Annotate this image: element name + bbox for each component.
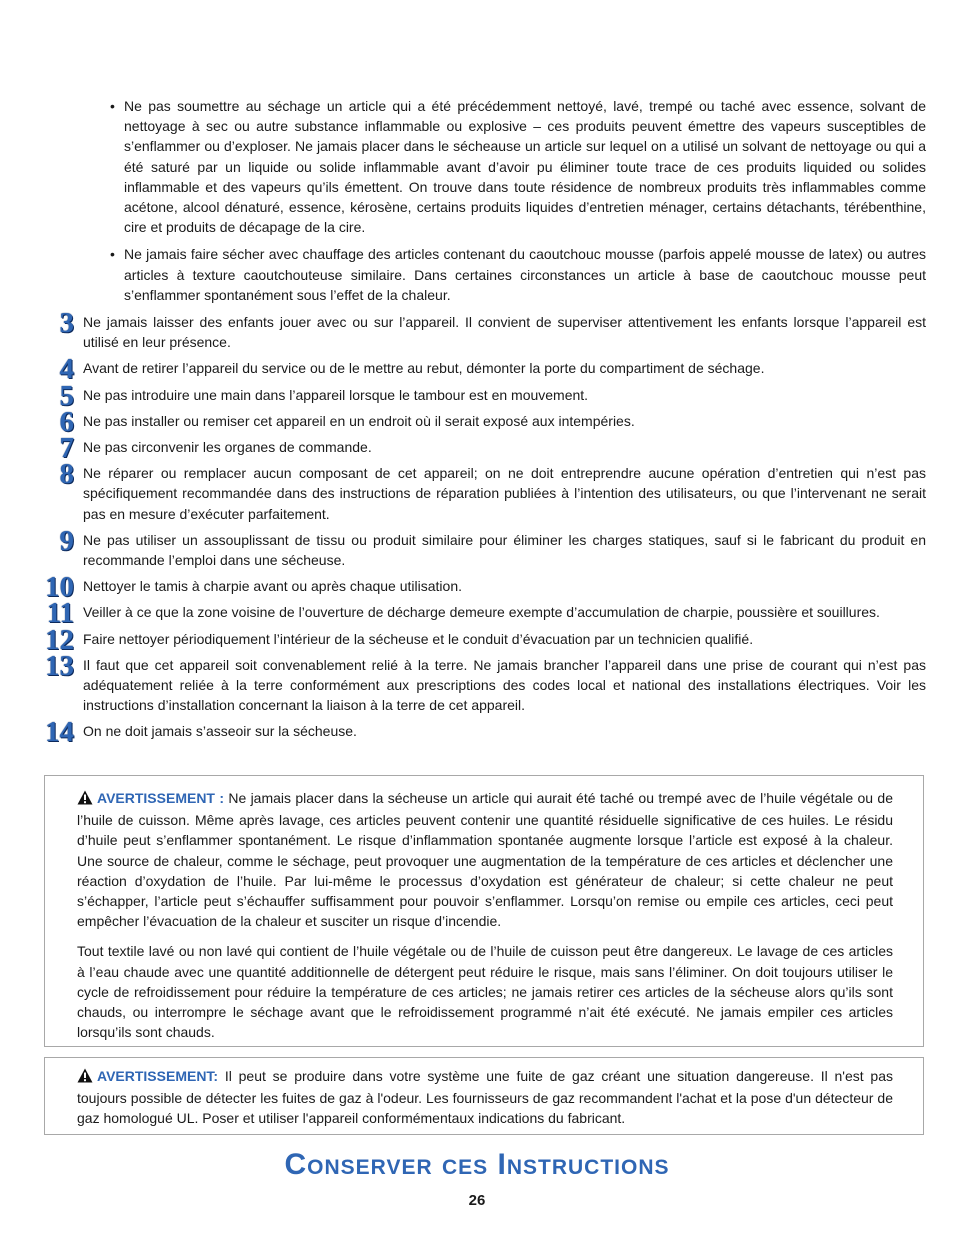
item-text: Il faut que cet appareil soit convenablement relié à la terre. Ne jamais brancher l’appareil dans une prise de courant qui n’est pas adéquatement reliée à la terre conformément aux prescriptions des codes local et national des installations électriques. Voir les instructions d’installation concernant la liaison à la terre de cet appareil.: [83, 656, 926, 714]
item-text: Veiller à ce que la zone voisine de l’ouverture de décharge demeure exempte d’accumulation de charpie, poussière et souillures.: [83, 604, 880, 621]
warning-triangle-icon: [77, 1068, 93, 1088]
gas-leak-warning-box: [44, 1057, 924, 1135]
gas-warning-paragraph: [77, 1066, 893, 1129]
item-number: 9: [59, 524, 74, 557]
numbered-safety-list: [40, 307, 926, 749]
page-number: 26: [468, 1192, 486, 1209]
bullet-text: Ne pas soumettre au séchage un article qui a été précédemment nettoyé, lavé, trempé ou taché avec essence, solvant de nettoyage à sec ou autre substance inflammable ou explosive – ces produits peuvent émettre des vapeurs susceptibles de s’enflammer ou d’exploser. Ne jamais placer dans le sécheause un article sur lequel on a utilisé un solvant de nettoyage ou qui a été saturé par un liquide ou solide inflammable avant d’avoir pu éliminer toute trace de ces produits liquided ou solides inflammable et des vapeurs qu’ils émettent. On trouve dans toute résidence de nombreux produits très inflammables comme acétone, alcool dénaturé, essence, kérosène, certains produits liquides d’entretien ménager, certains détachants, térébenthine, cire et produits de décapage de la cire.: [124, 98, 926, 236]
safety-item: [40, 458, 926, 524]
item-text: Ne jamais laisser des enfants jouer avec ou sur l’appareil. Il convient de superviser attentivement les enfants lorsque l’appareil est utilisé en leur présence.: [83, 314, 926, 351]
oil-warning-paragraph-2: Tout textile lavé ou non lavé qui contient de l’huile végétale ou de l’huile de cuisson peut être dangereux. Le lavage de ces articles à l’eau chaude avec une quantité additionnelle de détergent peut réduire le risque, mais sans l’éliminer. On doit toujours utiliser le cycle de refroidissement pour réduire la température de ces articles; ne jamais retirer ces articles de la sécheuse alors qu’ils sont chauds, ou interrompre le séchage avant que le refroidissement programmé n’ait été exécuté. Ne jamais empiler ces articles lorsqu’ils sont chauds.: [77, 943, 893, 1041]
bullet-item: [108, 244, 926, 305]
safety-item: [40, 649, 926, 716]
oil-warning-paragraph-1: [77, 788, 893, 931]
safety-item: [40, 353, 926, 386]
safety-item: [40, 623, 926, 656]
item-number: 13: [45, 649, 74, 682]
safety-item: [40, 571, 926, 604]
warning-text: Ne jamais placer dans la sécheuse un article qui aurait été taché ou trempé avec de l’huile végétale ou de l’huile de cuisson. Même après lavage, ces articles peuvent contenir une quantité résiduelle significative de ces huiles. Le résidu d’huile peut s’enflammer spontanément. Le risque d’inflammation spontanée augmente lorsque l’article est exposé à la chaleur. Une source de chaleur, comme le séchage, peut provoquer une augmentation de la température de ces articles et déclencher une réaction d’oxydation de l’huile. Par lui-même le processus d’oxydation est générateur de chaleur; si cette chaleur ne peut s’échapper, l’article peut s’échauffer suffisamment pour pouvoir s’enflammer. Lorsqu’on remise ou empile ces articles, ceci peut empêcher l’évacuation de la chaleur et susciter un risque d’incendie.: [77, 790, 893, 930]
item-number: 4: [59, 353, 74, 386]
warning-label: AVERTISSEMENT :: [97, 790, 224, 806]
item-number: 6: [59, 405, 74, 438]
item-text: Avant de retirer l’appareil du service ou de le mettre au rebut, démonter la porte du compartiment de séchage.: [83, 360, 765, 377]
safety-item: [40, 597, 926, 630]
safety-item: [40, 307, 926, 352]
oil-warning-box: [44, 775, 924, 1047]
safety-item: [40, 524, 926, 570]
safety-item: [40, 405, 926, 438]
warning-label: AVERTISSEMENT:: [97, 1068, 219, 1084]
item-text: Nettoyer le tamis à charpie avant ou après chaque utilisation.: [83, 578, 462, 595]
item-number: 3: [59, 307, 74, 339]
safety-item: [40, 716, 926, 749]
safety-item: [40, 379, 926, 412]
item-number: 8: [59, 458, 74, 491]
item-text: Ne réparer ou remplacer aucun composant de cet appareil; on ne doit entreprendre aucune opération d’entretien qui n’est pas spécifiquement recommandée dans des instructions de réparation publiées à l’intention des utilisateurs, ou que l’intervenant ne serait pas en mesure d’exécuter parfaitement.: [83, 465, 926, 522]
item-text: Ne pas installer ou remiser cet appareil en un endroit où il serait exposé aux intempéries.: [83, 412, 635, 429]
safety-item: [40, 432, 926, 465]
item-text: Ne pas introduire une main dans l’appareil lorsque le tambour est en mouvement.: [83, 386, 589, 403]
item-text: On ne doit jamais s’asseoir sur la sécheuse.: [83, 723, 357, 740]
footer-title: Conserver ces Instructions: [284, 1148, 670, 1181]
item-number: 12: [45, 623, 74, 656]
bullet-item: [108, 96, 926, 237]
bullet-list: [108, 96, 926, 312]
item-text: Ne pas utiliser un assouplissant de tissu ou produit similaire pour éliminer les charges statiques, sauf si le fabricant du produit en recommande l’emploi dans une sécheuse.: [83, 531, 926, 569]
item-number: 10: [45, 571, 74, 604]
item-number: 14: [45, 716, 74, 749]
item-text: Ne pas circonvenir les organes de commande.: [83, 439, 372, 456]
warning-triangle-icon: [77, 790, 93, 810]
item-number: 5: [59, 379, 74, 412]
item-number: 11: [46, 597, 74, 630]
item-text: Faire nettoyer périodiquement l’intérieur de la sécheuse et le conduit d’évacuation par un technicien qualifié.: [83, 630, 754, 647]
bullet-symbol: •: [110, 98, 115, 114]
item-number: 7: [59, 432, 74, 465]
warning-text: Il peut se produire dans votre système une fuite de gaz créant une situation dangereuse. Il n'est pas toujours possible de détecter les fuites de gaz à l'odeur. Les fournisseurs de gaz recommandent l'achat et la pose d'un détecteur de gaz homologué UL. Poser et utiliser l'appareil conformémentaux indications du fabricant.: [77, 1068, 893, 1127]
bullet-text: Ne jamais faire sécher avec chauffage des articles contenant du caoutchouc mousse (parfois appelé mousse de latex) ou autres articles à texture caoutchouteuse similaire. Dans certaines circonstances un article à base de caoutchouc mousse peut s’enflammer spontanément sous l’effet de la chaleur.: [124, 246, 926, 303]
bullet-symbol: •: [110, 246, 115, 263]
